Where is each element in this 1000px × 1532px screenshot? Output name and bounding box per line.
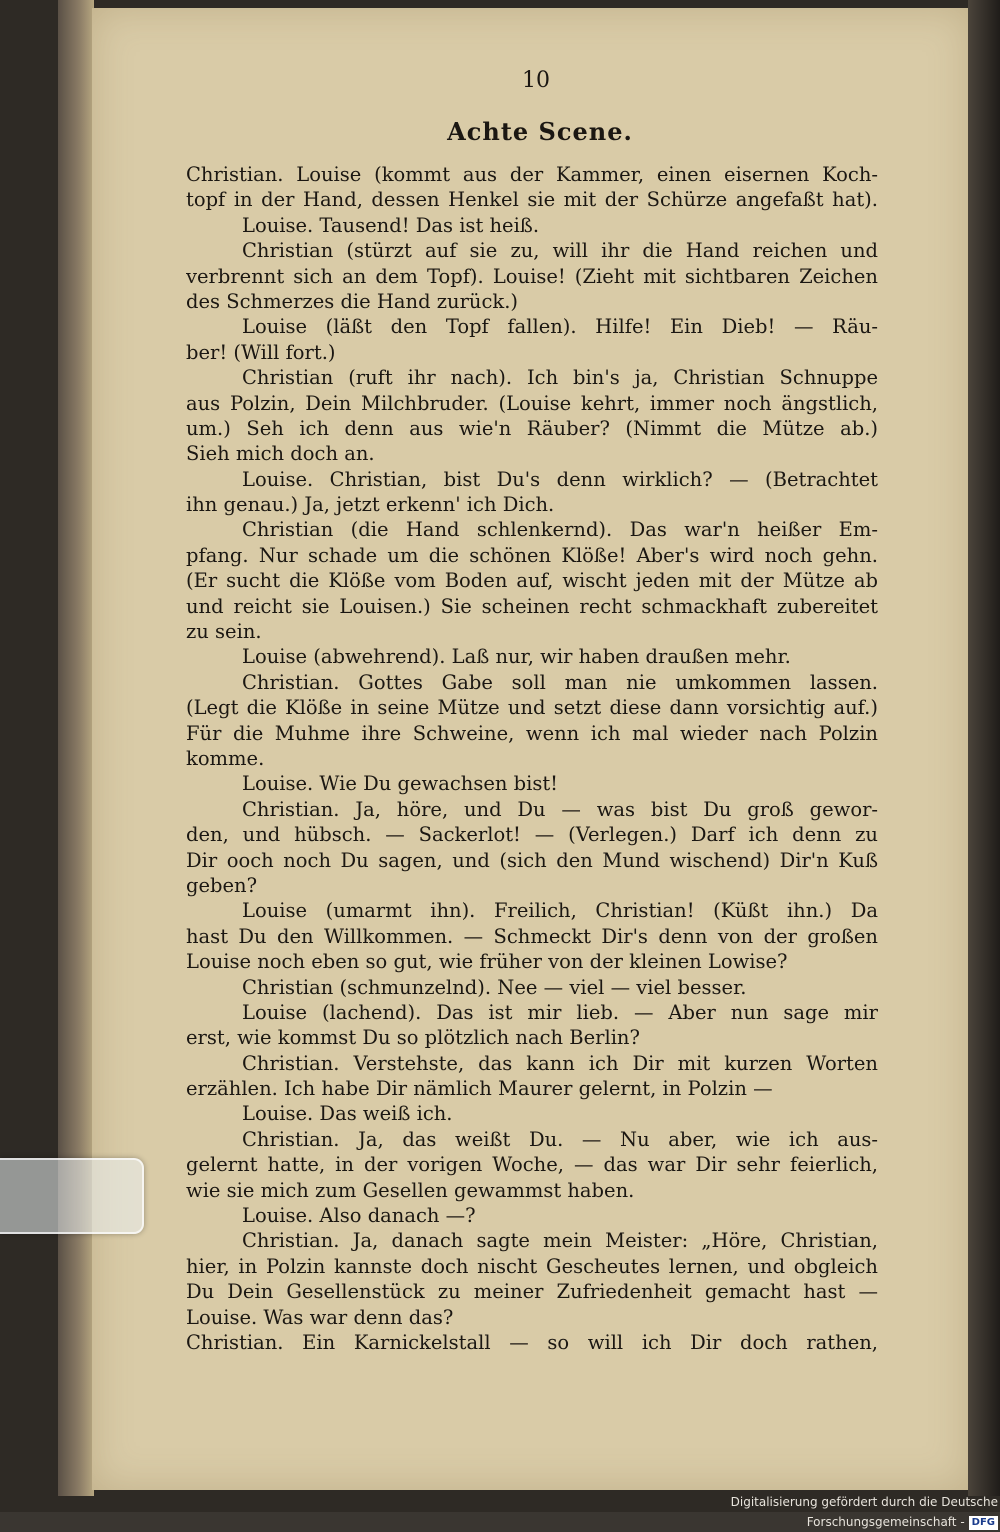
text-line: Louise noch eben so gut, wie früher von der kleinen Lowise? [186, 950, 788, 974]
text-line: Louise. Also danach —? [242, 1204, 476, 1228]
text-line: Dir ooch noch Du sagen, und (sich den Mund wischend) Dir'n Kuß [186, 848, 878, 872]
text-line: Du Dein Gesellenstück zu meiner Zufriedenheit gemacht hast — [186, 1280, 878, 1304]
text-line: hier, in Polzin kannste doch nischt Gescheutes lernen, und obgleich [186, 1254, 878, 1278]
body-text [186, 162, 878, 1355]
text-line: Christian. Louise (kommt aus der Kammer, einen eisernen Koch- [186, 163, 878, 186]
text-line: und reicht sie Louisen.) Sie scheinen recht schmackhaft zubereitet [186, 594, 878, 618]
text-line: Louise. Wie Du gewachsen bist! [242, 772, 559, 796]
text-line: Louise. Das weiß ich. [242, 1102, 453, 1126]
text-line: den, und hübsch. — Sackerlot! — (Verlegen.) Darf ich denn zu [186, 823, 878, 847]
text-line: Christian. Ja, danach sagte mein Meister: „Höre, Christian, [242, 1229, 878, 1253]
text-line: Louise (läßt den Topf fallen). Hilfe! Ein Dieb! — Räu- [242, 315, 878, 339]
text-line: hast Du den Willkommen. — Schmeckt Dir's denn von der großen [186, 924, 878, 948]
text-line: Christian (ruft ihr nach). Ich bin's ja, Christian Schnuppe [242, 366, 878, 390]
text-line: Christian. Ein Karnickelstall — so will ich Dir doch rathen, [186, 1330, 878, 1354]
dfg-logo: DFG [969, 1516, 998, 1530]
text-line: zu sein. [186, 620, 262, 644]
text-line: um.) Seh ich denn aus wie'n Räuber? (Nimmt die Mütze ab.) [186, 416, 878, 440]
text-line: Louise (abwehrend). Laß nur, wir haben draußen mehr. [242, 645, 791, 669]
text-line: Für die Muhme ihre Schweine, wenn ich mal wieder nach Polzin [186, 721, 878, 745]
text-line: Christian. Verstehste, das kann ich Dir mit kurzen Worten [242, 1051, 878, 1075]
text-line: (Legt die Klöße in seine Mütze und setzt diese dann vorsichtig auf.) [186, 696, 878, 720]
text-line: Louise. Tausend! Das ist heiß. [242, 213, 540, 237]
text-line: pfang. Nur schade um die schönen Klöße! Aber's wird noch gehn. [186, 543, 878, 567]
text-line: Christian. Gottes Gabe soll man nie umkommen lassen. [242, 670, 878, 694]
text-line: Christian (schmunzelnd). Nee — viel — viel besser. [242, 975, 747, 999]
text-line: Louise (lachend). Das ist mir lieb. — Aber nun sage mir [242, 1000, 878, 1024]
scene-heading: Achte Scene. [447, 117, 633, 146]
text-line: des Schmerzes die Hand zurück.) [186, 289, 519, 313]
text-line: Louise. Was war denn das? [186, 1305, 454, 1329]
page-number: 10 [522, 68, 550, 93]
footer-credit [600, 1492, 998, 1529]
text-line: Christian (die Hand schlenkernd). Das war'n heißer Em- [242, 518, 878, 542]
footer-credit-text: Digitalisierung gefördert durch die Deutsche Forschungsgemeinschaft - [730, 1495, 998, 1529]
text-line: Christian (stürzt auf sie zu, will ihr die Hand reichen und [242, 239, 878, 263]
text-line: erst, wie kommst Du so plötzlich nach Berlin? [186, 1026, 640, 1050]
text-line: ihn genau.) Ja, jetzt erkenn' ich Dich. [186, 493, 555, 517]
text-line: verbrennt sich an dem Topf). Louise! (Zieht mit sichtbaren Zeichen [186, 264, 878, 288]
text-line: geben? [186, 873, 258, 897]
text-line: erzählen. Ich habe Dir nämlich Maurer gelernt, in Polzin — [186, 1077, 773, 1101]
page-clip [0, 1158, 144, 1234]
text-line: Christian. Ja, höre, und Du — was bist Du groß gewor- [242, 797, 878, 821]
text-line: Sieh mich doch an. [186, 442, 375, 466]
book-spine [58, 0, 94, 1496]
book-edge [968, 0, 1000, 1496]
text-line: wie sie mich zum Gesellen gewammst haben. [186, 1178, 635, 1202]
text-line: komme. [186, 746, 265, 770]
text-line: ber! (Will fort.) [186, 340, 336, 364]
text-line: (Er sucht die Klöße vom Boden auf, wischt jeden mit der Mütze ab [186, 569, 878, 593]
text-line: Louise (umarmt ihn). Freilich, Christian! (Küßt ihn.) Da [242, 899, 878, 923]
text-line: gelernt hatte, in der vorigen Woche, — das war Dir sehr feierlich, [186, 1153, 878, 1177]
text-line: aus Polzin, Dein Milchbruder. (Louise kehrt, immer noch ängstlich, [186, 391, 878, 415]
text-line: topf in der Hand, dessen Henkel sie mit der Schürze angefaßt hat). [186, 188, 878, 212]
text-line: Christian. Ja, das weißt Du. — Nu aber, wie ich aus- [242, 1127, 878, 1151]
text-line: Louise. Christian, bist Du's denn wirklich? — (Betrachtet [242, 467, 878, 491]
